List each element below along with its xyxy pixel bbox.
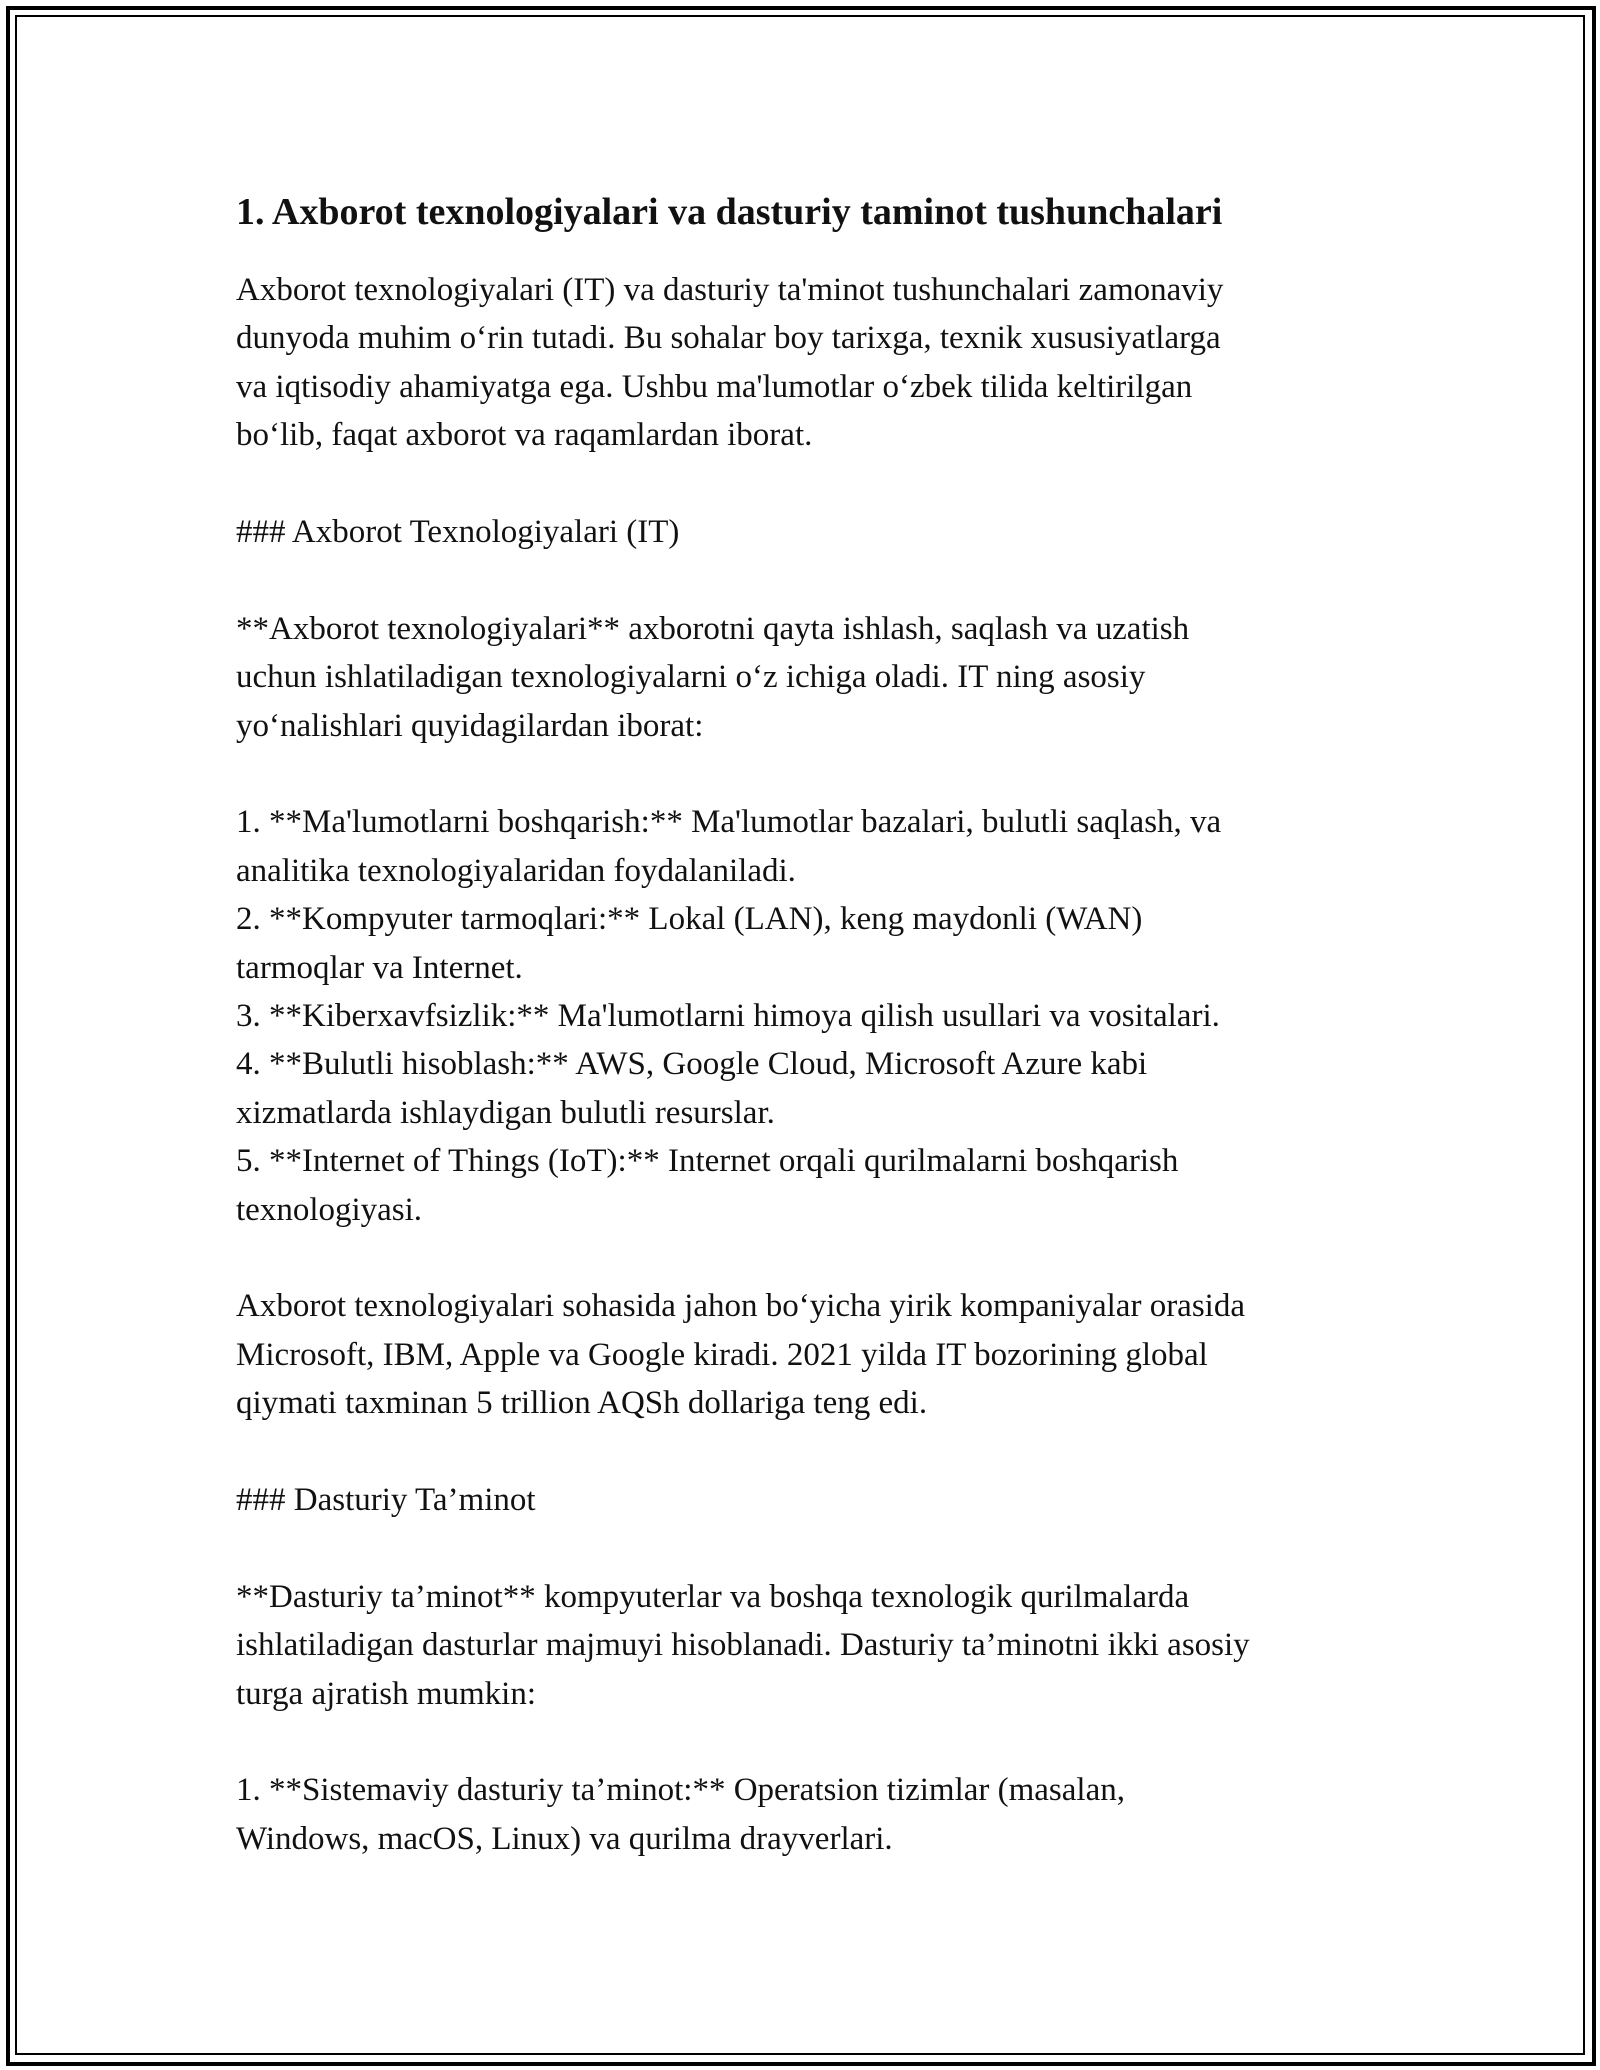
text-line: Windows, macOS, Linux) va qurilma drayverlari. [236, 1820, 893, 1857]
text-line: dunyoda muhim o‘rin tutadi. Bu sohalar boy tarixga, texnik xususiyatlarga [236, 320, 1221, 357]
text-line: turga ajratish mumkin: [236, 1675, 537, 1712]
blank-line [236, 750, 1386, 798]
text-line: ### Axborot Texnologiyalari (IT) [236, 514, 680, 551]
paragraph [236, 266, 1386, 460]
blank-line [236, 1718, 1386, 1766]
document-body [236, 186, 1386, 1863]
text-line: texnologiyasi. [236, 1191, 423, 1228]
text-line: **Axborot texnologiyalari** axborotni qayta ishlash, saqlash va uzatish [236, 610, 1190, 647]
text-line: Axborot texnologiyalari sohasida jahon bo‘yicha yirik kompaniyalar orasida [236, 1288, 1245, 1325]
text-line: va iqtisodiy ahamiyatga ega. Ushbu ma'lumotlar o‘zbek tilida keltirilgan [236, 368, 1193, 405]
text-line: 1. **Ma'lumotlarni boshqarish:** Ma'lumotlar bazalari, bulutli saqlash, va [236, 804, 1222, 841]
text-line: 1. **Sistemaviy dasturiy ta’minot:** Operatsion tizimlar (masalan, [236, 1772, 1125, 1809]
text-line: tarmoqlar va Internet. [236, 949, 523, 986]
text-line: ishlatiladigan dasturlar majmuyi hisoblanadi. Dasturiy ta’minotni ikki asosiy [236, 1627, 1250, 1664]
blank-line [236, 1234, 1386, 1282]
text-line: bo‘lib, faqat axborot va raqamlardan iborat. [236, 417, 813, 454]
text-line: uchun ishlatiladigan texnologiyalarni o‘z ichiga oladi. IT ning asosiy [236, 659, 1146, 696]
text-line: **Dasturiy ta’minot** kompyuterlar va boshqa texnologik qurilmalarda [236, 1578, 1190, 1615]
document-blocks [236, 266, 1386, 1863]
paragraph [236, 798, 1386, 1234]
text-line: 4. **Bulutli hisoblash:** AWS, Google Cloud, Microsoft Azure kabi [236, 1046, 1148, 1083]
paragraph [236, 1476, 1386, 1524]
paragraph [236, 1282, 1386, 1427]
text-line: qiymati taxminan 5 trillion AQSh dollariga teng edi. [236, 1385, 928, 1422]
paragraph [236, 508, 1386, 556]
text-line: analitika texnologiyalaridan foydalaniladi. [236, 852, 796, 889]
paragraph [236, 605, 1386, 750]
text-line: yo‘nalishlari quyidagilardan iborat: [236, 707, 704, 744]
blank-line [236, 556, 1386, 604]
blank-line [236, 1428, 1386, 1476]
text-line: Axborot texnologiyalari (IT) va dasturiy ta'minot tushunchalari zamonaviy [236, 272, 1224, 308]
text-line: 3. **Kiberxavfsizlik:** Ma'lumotlarni himoya qilish usullari va vositalari. [236, 998, 1220, 1035]
text-line: Microsoft, IBM, Apple va Google kiradi. 2021 yilda IT bozorining global [236, 1336, 1208, 1373]
blank-line [236, 1524, 1386, 1572]
document-title: 1. Axborot texnologiyalari va dasturiy taminot tushunchalari [236, 191, 1223, 233]
paragraph [236, 1766, 1386, 1863]
text-line: 5. **Internet of Things (IoT):** Internet orqali qurilmalarni boshqarish [236, 1143, 1179, 1180]
text-line: ### Dasturiy Ta’minot [236, 1482, 536, 1519]
text-line: 2. **Kompyuter tarmoqlari:** Lokal (LAN), keng maydonli (WAN) [236, 901, 1143, 938]
paragraph [236, 1573, 1386, 1718]
text-line: xizmatlarda ishlaydigan bulutli resurslar. [236, 1094, 775, 1131]
blank-line [236, 460, 1386, 508]
